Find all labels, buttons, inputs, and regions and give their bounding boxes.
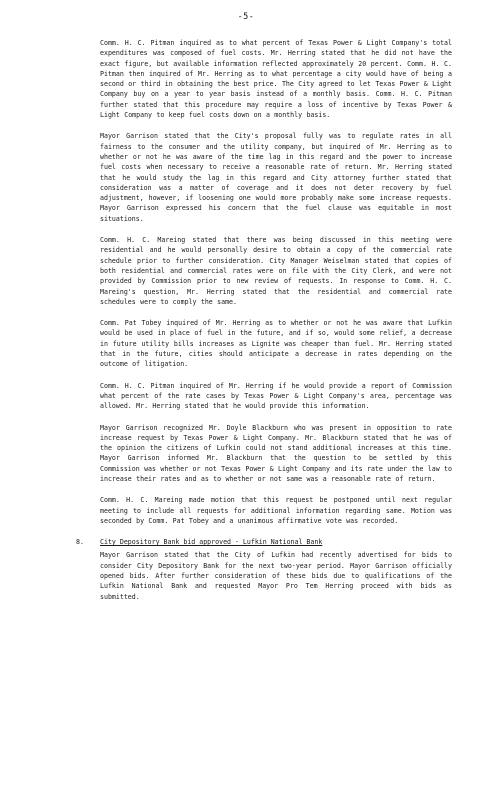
paragraph-motion-postpone: Comm. H. C. Mareing made motion that this request be postponed until next regular meeting to include all requests for additional information regarding same. Motion was seconded by Comm. Pat Tobey and a unanimous affirmative vote was recorded.	[100, 496, 452, 525]
paragraph-commercial-rate-schedule: Comm. H. C. Mareing stated that there was being discussed in this meeting were residential and he would personally desire to obtain a copy of the commercial rate schedule prior to further consideration. City Manager Weiselman stated that copies of both residential and commercial rates were on file with the City Clerk, and were not provided by Commission prior to new review of requests. In response to Comm. H. C. Mareing's question, Mr. Herring stated that the residential and commercial rate schedules were to comply the same.	[100, 236, 452, 306]
paragraph-lignite-question: Comm. Pat Tobey inquired of Mr. Herring as to whether or not he was aware that Lufkin would be used in place of fuel in the future, and if so, would some relief, a decrease in future utility bills increases as Lignite was cheaper than fuel. Mr. Herring stated that in the future, cities should anticipate a decrease in rates depending on the outcome of litigation.	[100, 319, 452, 369]
paragraph-blackburn-opposition: Mayor Garrison recognized Mr. Doyle Blackburn who was present in opposition to rate increase request by Texas Power & Light Company. Mr. Blackburn stated that he was of the opinion the citizens of Lufkin could not stand additional increases at this time. Mayor Garrison informed Mr. Blackburn that the question to be settled by this Commission was whether or not Texas Power & Light Company and its rate under the law to increase their rates and as to whether or not same was a reasonable rate of return.	[100, 423, 452, 483]
paragraph-depository-bank-bids: Mayor Garrison stated that the City of Lufkin had recently advertised for bids to consider City Depository Bank for the next two-year period. Mayor Garrison officially opened bids. After further consideration of these bids due to qualifications of the Lufkin National Bank and requested Mayor Pro Tem Herring proceed with bids as submitted.	[100, 551, 452, 601]
agenda-item-heading	[76, 537, 452, 547]
agenda-item-number: 8.	[76, 538, 84, 547]
page-number: -5-	[237, 12, 255, 22]
document-body	[76, 38, 452, 613]
paragraph-fuel-costs: Comm. H. C. Pitman inquired as to what percent of Texas Power & Light Company's total expenditures was composed of fuel costs. Mr. Herring stated that he did not have the exact figure, but available information reflected approximately 20 percent. Comm. H. C. Pitman then inquired of Mr. Herring as to what percentage a city would have of being a second or third in obtaining the best price. The City agreed to let Texas Power & Light Company buy on a year to year basis instead of a monthly basis. Comm. H. C. Pitman further stated that this procedure may require a loss of incentive by Texas Power & Light Company to keep fuel costs down on a monthly basis.	[100, 39, 452, 120]
paragraph-rate-cases-report: Comm. H. C. Pitman inquired of Mr. Herring if he would provide a report of Commission what percent of the rate cases by Texas Power & Light Company's area, percentage was allowed. Mr. Herring stated that he would provide this information.	[100, 381, 452, 411]
paragraph-mayor-regulate-rates: Mayor Garrison stated that the City's proposal fully was to regulate rates in all fairness to the consumer and the utility company, but inquired of Mr. Herring as to whether or not he was aware of the time lag in this regard and the power to increase fuel costs when necessary to receive a reasonable rate of return. Mr. Herring stated that he would study the lag in this regard and City attorney further stated that consideration was a matter of coverage and it does not deter recovery by fuel adjustment, however, if loosening one would more probably make some increase requests. Mayor Garrison expressed his concern that the fuel clause was equitable in most situations.	[100, 132, 452, 223]
agenda-item-title: City Depository Bank bid approved - Lufkin National Bank	[100, 538, 323, 547]
